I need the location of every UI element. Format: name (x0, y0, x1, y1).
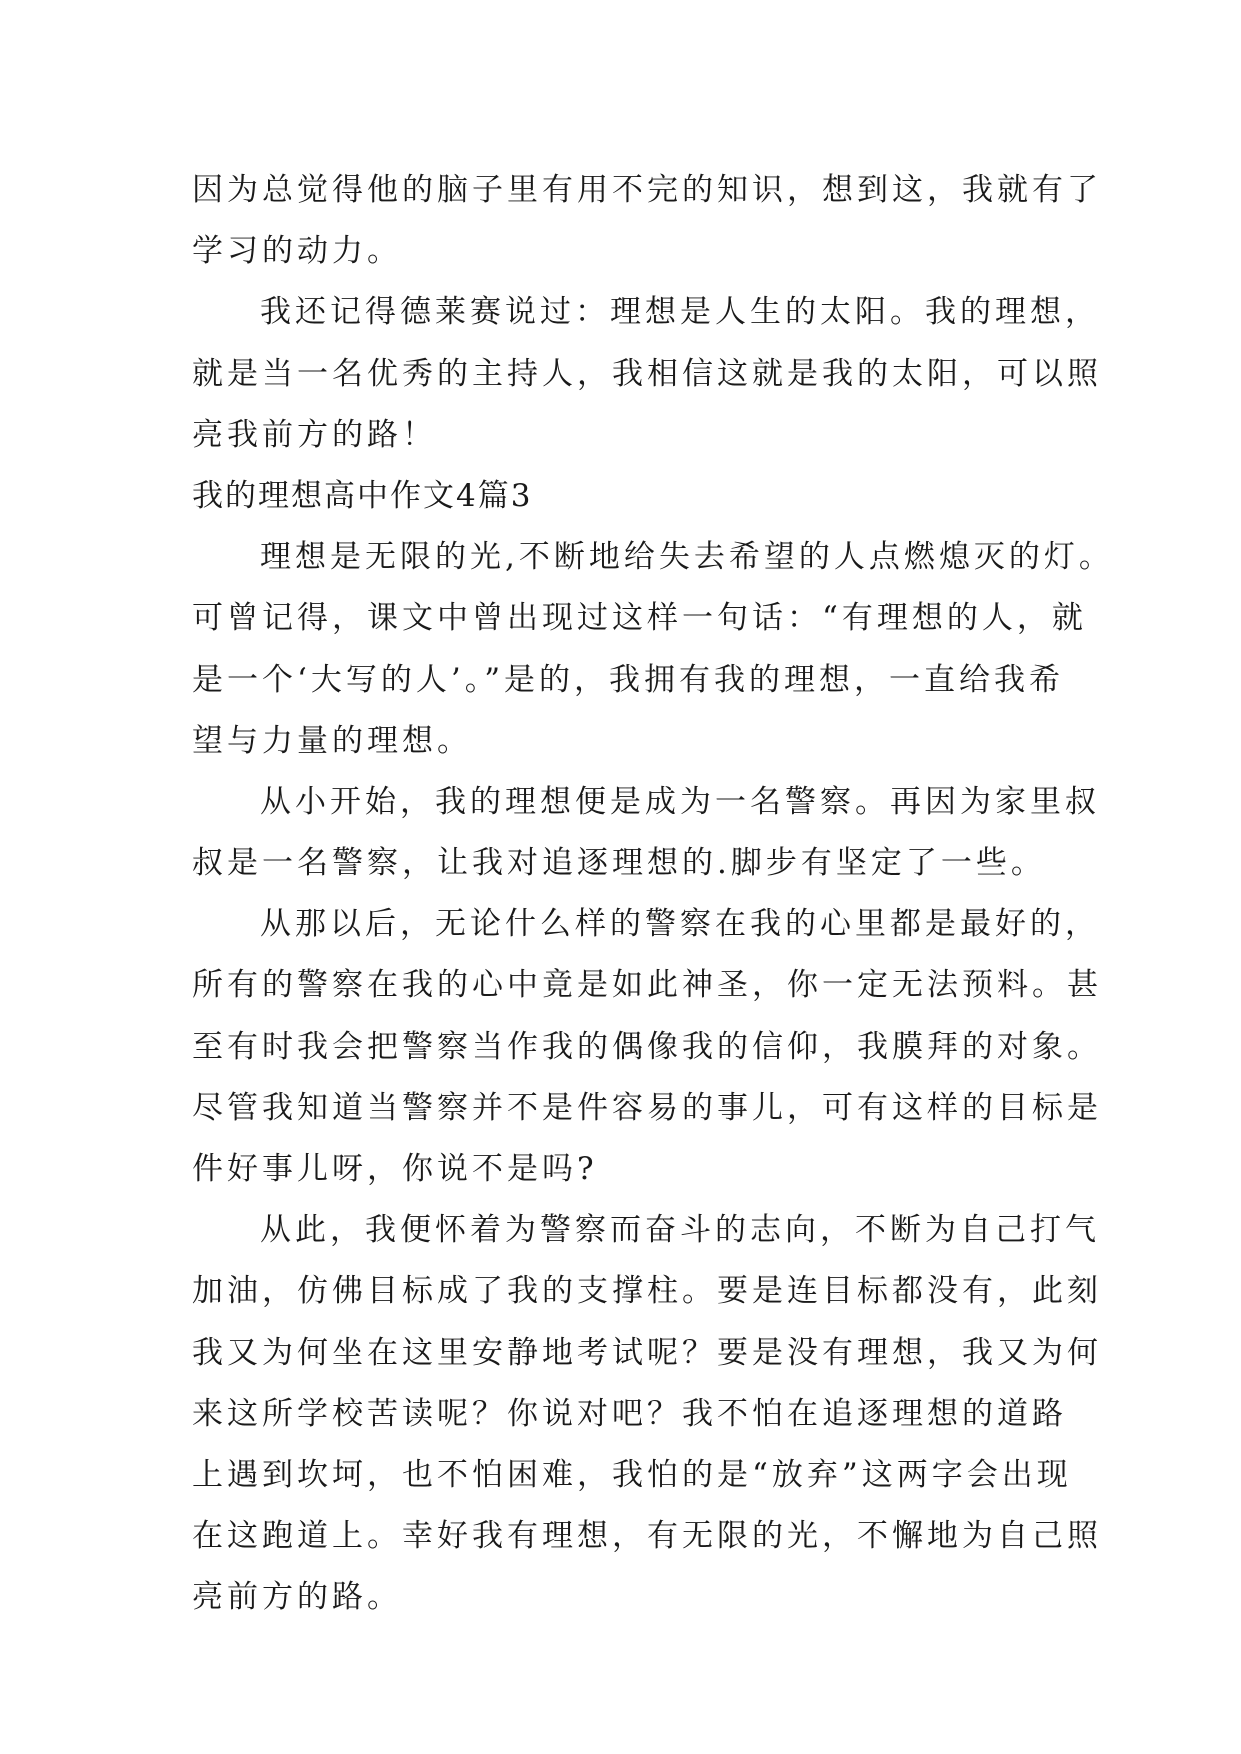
text-line: 来这所学校苦读呢？你说对吧？我不怕在追逐理想的道路 (192, 1395, 1067, 1432)
text-line: 件好事儿呀，你说不是吗? (192, 1151, 598, 1187)
section-title: 我的理想高中作文4篇3 (192, 477, 533, 514)
text-line: 我还记得德莱赛说过：理想是人生的太阳。我的理想， (260, 294, 1100, 331)
text-line: 从那以后，无论什么样的警察在我的心里都是最好的， (260, 906, 1100, 943)
text-line: 我又为何坐在这里安静地考试呢？要是没有理想，我又为何 (192, 1334, 1102, 1371)
text-line: 上遇到坎坷，也不怕困难，我怕的是“放弃”这两字会出现 (192, 1456, 1072, 1493)
text-line: 学习的动力。 (192, 233, 402, 270)
text-line: 因为总觉得他的脑子里有用不完的知识，想到这，我就有了 (192, 172, 1102, 208)
text-line: 可曾记得，课文中曾出现过这样一句话：“有理想的人，就 (192, 600, 1087, 637)
text-line: 就是当一名优秀的主持人，我相信这就是我的太阳，可以照 (192, 355, 1102, 392)
text-line: 叔是一名警察，让我对追逐理想的.脚步有坚定了一些。 (192, 845, 1046, 882)
text-line: 亮前方的路。 (192, 1579, 402, 1616)
document-body (192, 160, 1114, 1629)
text-line: 亮我前方的路！ (192, 416, 437, 453)
text-line: 至有时我会把警察当作我的偶像我的信仰，我膜拜的对象。 (192, 1028, 1102, 1065)
text-line: 在这跑道上。幸好我有理想，有无限的光，不懈地为自己照 (192, 1518, 1102, 1555)
text-line: 望与力量的理想。 (192, 722, 472, 759)
text-line: 从小开始，我的理想便是成为一名警察。再因为家里叔 (260, 783, 1100, 820)
text-line: 尽管我知道当警察并不是件容易的事儿，可有这样的目标是 (192, 1089, 1102, 1126)
text-line: 是一个‘大写的人’。”是的，我拥有我的理想，一直给我希 (192, 661, 1065, 698)
text-line: 所有的警察在我的心中竟是如此神圣，你一定无法预料。甚 (192, 967, 1102, 1004)
text-line: 从此，我便怀着为警察而奋斗的志向，不断为自己打气 (260, 1212, 1100, 1249)
text-line: 加油，仿佛目标成了我的支撑柱。要是连目标都没有，此刻 (192, 1273, 1102, 1310)
text-line: 理想是无限的光,不断地给失去希望的人点燃熄灭的灯。 (260, 539, 1114, 576)
